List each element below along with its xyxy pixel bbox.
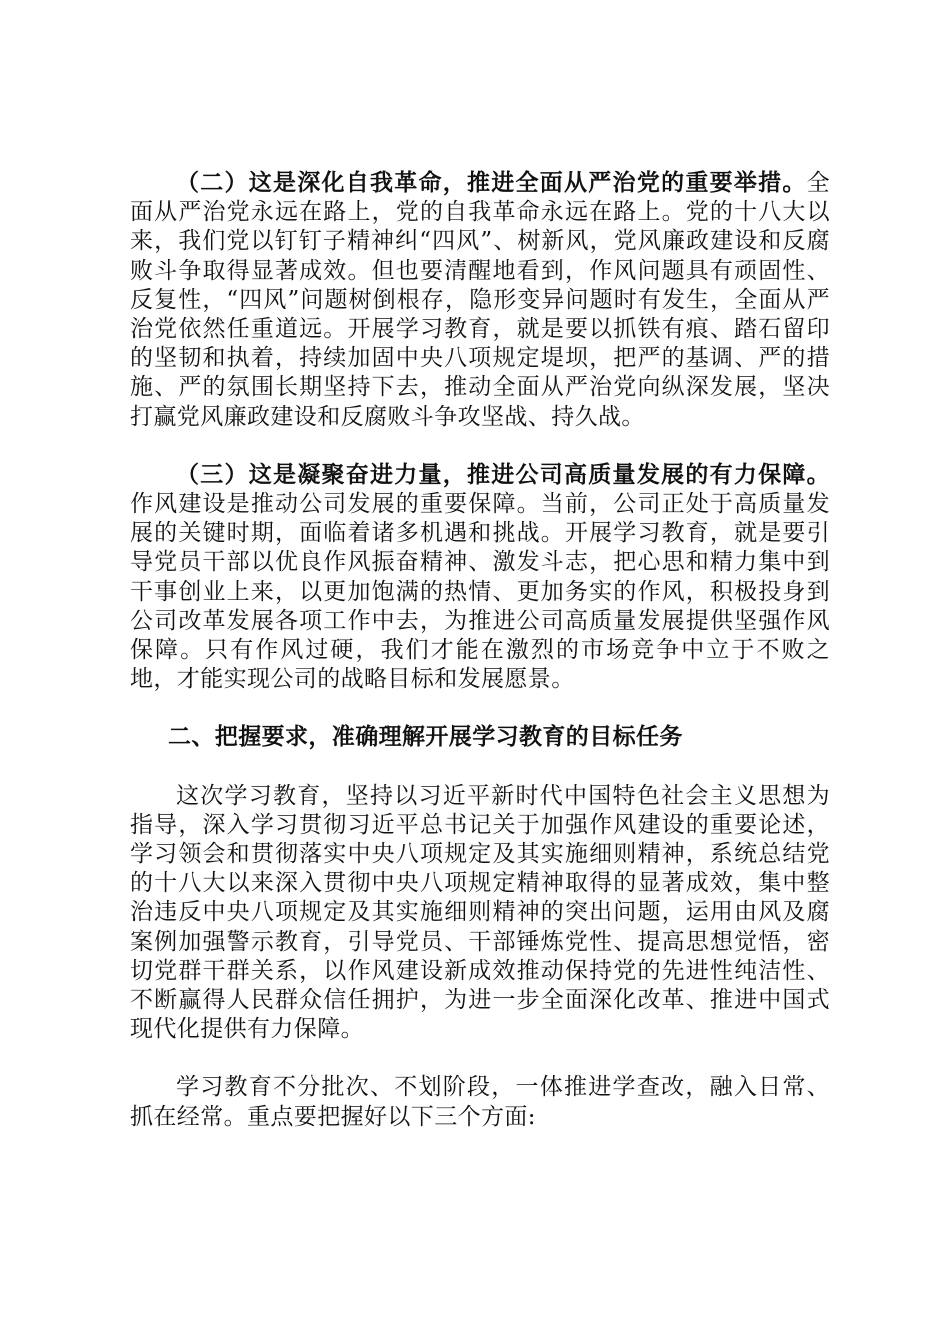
paragraph-goal: 这次学习教育，坚持以习近平新时代中国特色社会主义思想为指导，深入学习贯彻习近平总书记关于加强作风建设的重要论述，学习领会和贯彻落实中央八项规定及其实施细则精神，系统总结党的十八大以来深入贯彻中央八项规定精神取得的显著成效，集中整治违反中央八项规定及其实施细则精神的突出问题，运用由风及腐案例加强警示教育，引导党员、干部锤炼党性、提高思想觉悟，密切党群干群关系，以作风建设新成效推动保持党的先进性纯洁性、不断赢得人民群众信任拥护，为进一步全面深化改革、推进中国式现代化提供有力保障。 bbox=[130, 782, 830, 1043]
document-body bbox=[130, 169, 830, 1132]
section-2-lead: （二）这是深化自我革命，推进全面从严治党的重要举措。 bbox=[176, 170, 807, 196]
paragraph-section-2 bbox=[130, 169, 830, 432]
heading-part-2: 二、把握要求，准确理解开展学习教育的目标任务 bbox=[168, 724, 683, 751]
paragraph-method: 学习教育不分批次、不划阶段，一体推进学查改，融入日常、抓在经常。重点要把握好以下三个方面: bbox=[130, 1074, 830, 1130]
paragraph-section-3 bbox=[130, 461, 830, 695]
section-2-body: 全面从严治党永远在路上，党的自我革命永远在路上。党的十八大以来，我们党以钉钉子精神纠“四风”、树新风，党风廉政建设和反腐败斗争取得显著成效。但也要清醒地看到，作风问题具有顽固性、反复性，“四风”问题树倒根存，隐形变异问题时有发生，全面从严治党依然任重道远。开展学习教育，就是要以抓铁有痕、踏石留印的坚韧和执着，持续加固中央八项规定堤坝，把严的基调、严的措施、严的氛围长期坚持下去，推动全面从严治党向纵深发展，坚决打赢党风廉政建设和反腐败斗争攻坚战、持久战。 bbox=[130, 170, 830, 430]
section-3-lead: （三）这是凝聚奋进力量，推进公司高质量发展的有力保障。 bbox=[176, 461, 830, 488]
section-3-body: 作风建设是推动公司发展的重要保障。当前，公司正处于高质量发展的关键时期，面临着诸多机遇和挑战。开展学习教育，就是要引导党员干部以优良作风振奋精神、激发斗志，把心思和精力集中到干事创业上来，以更加饱满的热情、更加务实的作风，积极投身到公司改革发展各项工作中去，为推进公司高质量发展提供坚强作风保障。只有作风过硬，我们才能在激烈的市场竞争中立于不败之地，才能实现公司的战略目标和发展愿景。 bbox=[130, 491, 830, 693]
